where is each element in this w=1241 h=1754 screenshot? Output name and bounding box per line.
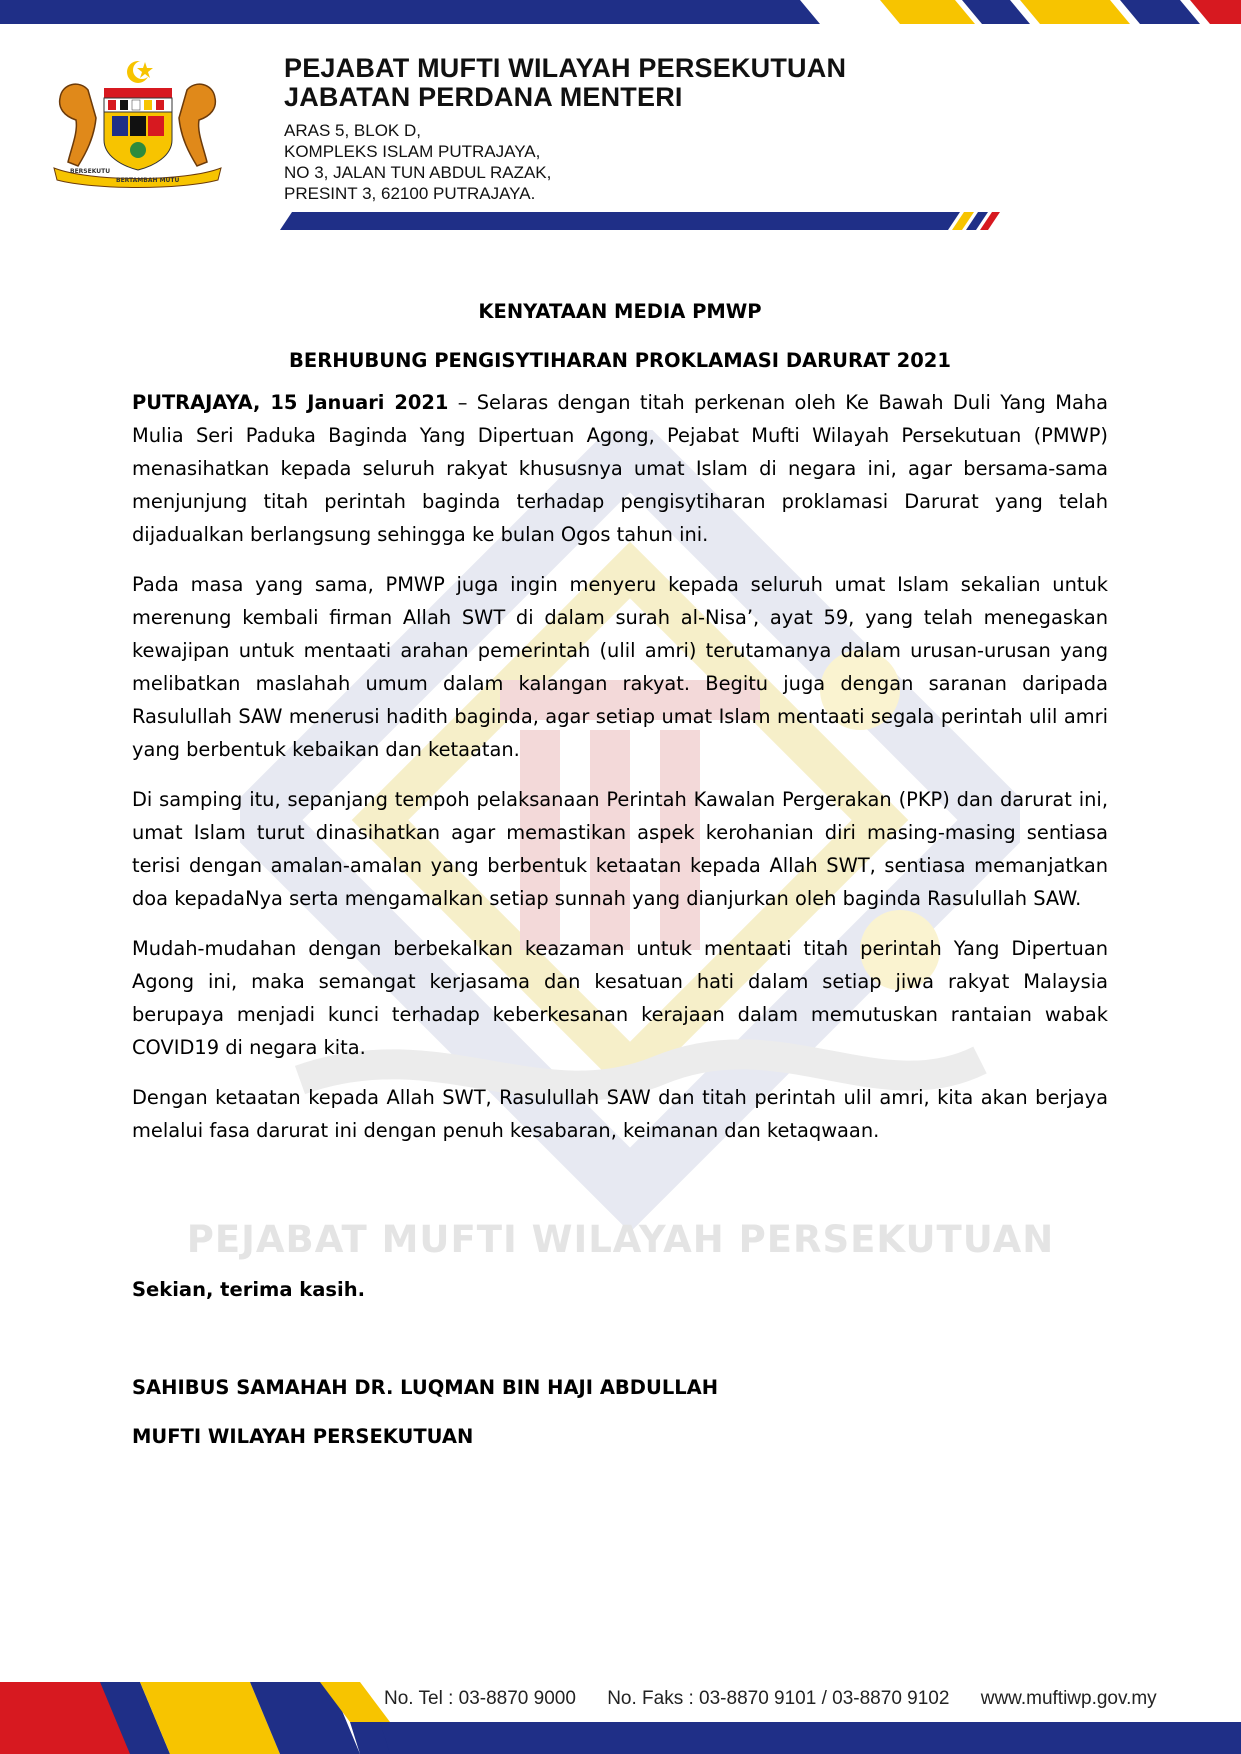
header-bottom-stripes [280, 212, 1000, 230]
header-top-stripes [0, 0, 1241, 24]
organisation-name [284, 54, 846, 112]
office-address [284, 120, 551, 204]
crest-motto-left: BERSEKUTU [70, 168, 111, 175]
address-line: ARAS 5, BLOK D, [284, 121, 421, 140]
signatory-name: SAHIBUS SAMAHAH DR. LUQMAN BIN HAJI ABDULLAH [132, 1376, 719, 1399]
paragraph-5: Dengan ketaatan kepada Allah SWT, Rasulullah SAW dan titah perintah ulil amri, kita akan berjaya melalui fasa darurat ini dengan penuh kesabaran, keimanan dan ketaqwaan. [132, 1086, 1108, 1142]
address-line: PRESINT 3, 62100 PUTRAJAYA. [284, 184, 536, 203]
footer-phone: No. Tel : 03-8870 9000 [384, 1688, 576, 1709]
org-name-line2: JABATAN PERDANA MENTERI [284, 82, 683, 112]
paragraph-4: Mudah-mudahan dengan berbekalkan keazaman untuk mentaati titah perintah Yang Dipertuan Agong ini, maka semangat kerjasama dan kesatuan hati dalam setiap jiwa rakyat Malaysia berupaya menjadi kunci terhadap keberkesanan kerajaan dalam memutuskan rantaian wabak COVID19 di negara kita. [132, 937, 1108, 1059]
paragraph-3: Di samping itu, sepanjang tempoh pelaksanaan Perintah Kawalan Pergerakan (PKP) dan darurat ini, umat Islam turut dinasihatkan agar memastikan aspek kerohanian diri masing-masing sentiasa terisi dengan amalan-amalan yang berbentuk ketaatan kepada Allah SWT, sentiasa memanjatkan doa kepadaNya serta mengamalkan setiap sunnah yang dianjurkan oleh baginda Rasulullah SAW. [132, 788, 1108, 910]
paragraph-1-text: – Selaras dengan titah perkenan oleh Ke Bawah Duli Yang Maha Mulia Seri Paduka Baginda Yang Dipertuan Agong, Pejabat Mufti Wilayah Persekutuan (PMWP) menasihatkan kepada seluruh rakyat khususnya umat Islam di negara ini, agar bersama-sama menjunjung titah perintah baginda terhadap pengisytiharan proklamasi Darurat yang telah dijadualkan berlangsung sehingga ke bulan Ogos tahun ini. [132, 391, 1108, 546]
paragraph-2: Pada masa yang sama, PMWP juga ingin menyeru kepada seluruh umat Islam sekalian untuk merenung kembali firman Allah SWT di dalam surah al-Nisa’, ayat 59, yang telah menegaskan kewajipan untuk mentaati arahan pemerintah (ulil amri) terutamanya dalam urusan-urusan yang melibatkan maslahah umum dalam kalangan rakyat. Begitu juga dengan saranan daripada Rasulullah SAW menerusi hadith baginda, agar setiap umat Islam mentaati segala perintah ulil amri yang berbentuk kebaikan dan ketaatan. [132, 573, 1108, 761]
document-subtitle: BERHUBUNG PENGISYTIHARAN PROKLAMASI DARURAT 2021 [289, 349, 951, 372]
closing-remark: Sekian, terima kasih. [132, 1278, 365, 1301]
address-line: NO 3, JALAN TUN ABDUL RAZAK, [284, 163, 552, 182]
footer-contact [384, 1688, 1183, 1710]
document-title: KENYATAAN MEDIA PMWP [478, 300, 762, 323]
org-name-line1: PEJABAT MUFTI WILAYAH PERSEKUTUAN [284, 53, 847, 83]
letter-body [132, 300, 1108, 1164]
crest-motto-right: BERTAMBAH MUTU [116, 177, 180, 184]
footer-website[interactable]: www.muftiwp.gov.my [980, 1688, 1157, 1709]
dateline: PUTRAJAYA, 15 Januari 2021 [132, 391, 449, 414]
watermark-text: PEJABAT MUFTI WILAYAH PERSEKUTUAN [186, 1218, 1055, 1261]
footer-fax: No. Faks : 03-8870 9101 / 03-8870 9102 [607, 1688, 950, 1709]
paragraph-1 [132, 386, 1108, 551]
address-line: KOMPLEKS ISLAM PUTRAJAYA, [284, 142, 541, 161]
signatory-title: MUFTI WILAYAH PERSEKUTUAN [132, 1425, 474, 1448]
coat-of-arms-icon [50, 58, 225, 188]
